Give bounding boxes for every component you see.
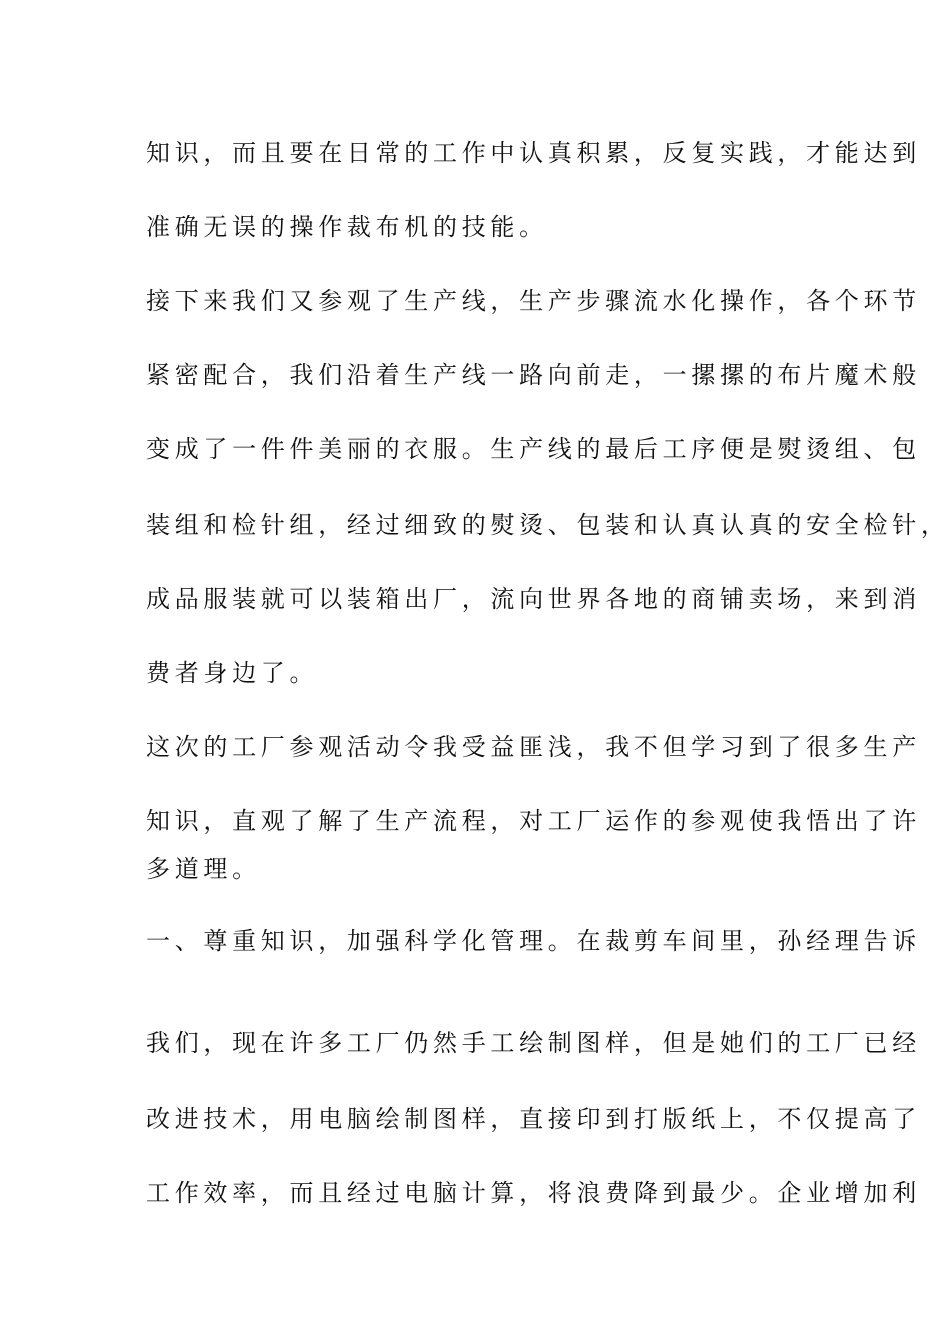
text-line: 准确无误的操作裁布机的技能。 [146, 213, 548, 241]
text-line: 这次的工厂参观活动令我受益匪浅，我不但学习到了很多生产 [146, 733, 921, 761]
text-line: 我们，现在许多工厂仍然手工绘制图样，但是她们的工厂已经 [146, 1029, 921, 1057]
text-line: 一、尊重知识，加强科学化管理。在裁剪车间里，孙经理告诉 [146, 927, 921, 955]
text-line: 变成了一件件美丽的衣服。生产线的最后工序便是熨烫组、包 [146, 435, 921, 463]
text-line: 费者身边了。 [146, 659, 319, 687]
text-line: 工作效率，而且经过电脑计算，将浪费降到最少。企业增加利 [146, 1179, 921, 1207]
text-line: 改进技术，用电脑绘制图样，直接印到打版纸上，不仅提高了 [146, 1105, 921, 1133]
text-line: 紧密配合，我们沿着生产线一路向前走，一摞摞的布片魔术般 [146, 361, 921, 389]
text-line: 知识，而且要在日常的工作中认真积累，反复实践，才能达到 [146, 139, 921, 167]
text-line: 装组和检针组，经过细致的熨烫、包装和认真认真的安全检针， [146, 511, 950, 539]
text-line: 成品服装就可以装箱出厂，流向世界各地的商铺卖场，来到消 [146, 585, 921, 613]
text-line: 多道理。 [146, 855, 261, 883]
text-line: 接下来我们又参观了生产线，生产步骤流水化操作，各个环节 [146, 287, 921, 315]
text-line: 知识，直观了解了生产流程，对工厂运作的参观使我悟出了许 [146, 807, 921, 835]
